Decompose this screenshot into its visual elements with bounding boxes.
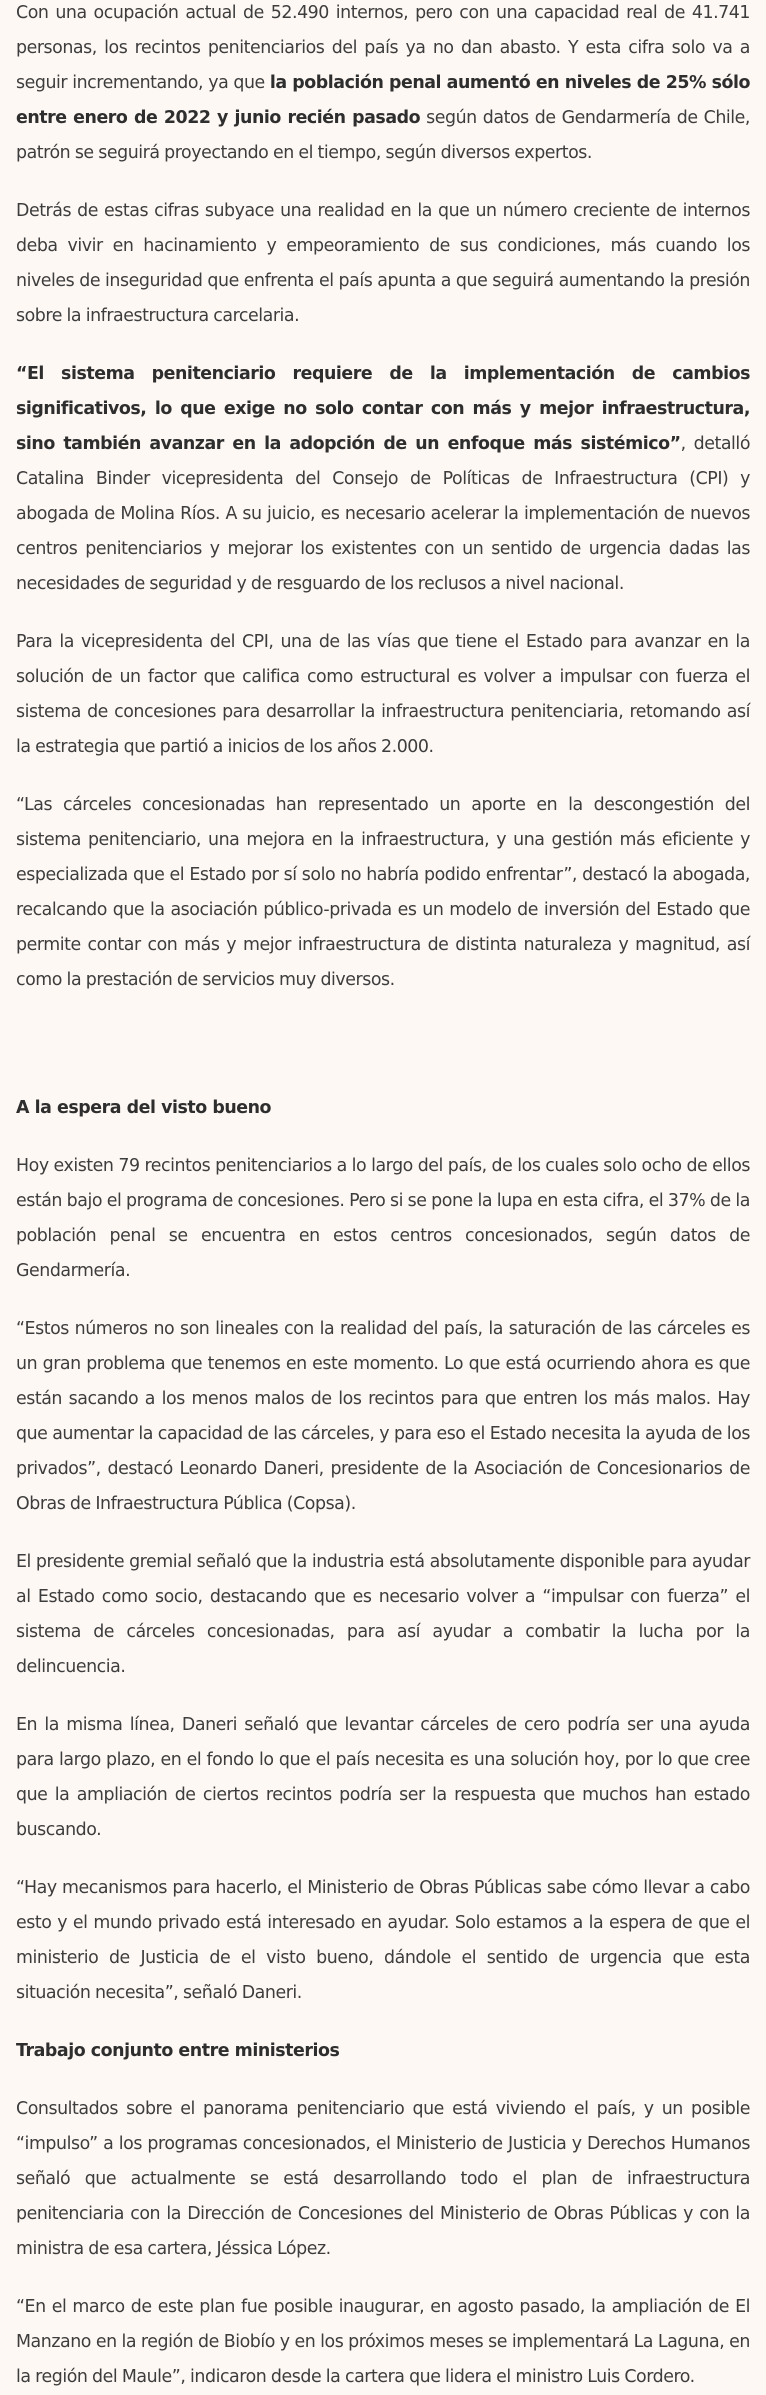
paragraph-daneri-quote: “Estos números no son lineales con la realidad del país, la saturación de las cárceles es un gran problema que tenemos en este momento. Lo que está ocurriendo ahora es que están sacando a los menos malos de los recintos para que entren los más malos. Hay que aumentar la capacidad de las cárceles, y para eso el Estado necesita la ayuda de los privados”, destacó Leonardo Daneri, presidente de la Asociación de Concesionarios de Obras de Infraestructura Pública (Copsa). xyxy=(16,1319,750,1514)
section-heading-visto-bueno: A la espera del visto bueno xyxy=(16,1098,272,1118)
paragraph-recintos: Hoy existen 79 recintos penitenciarios a lo largo del país, de los cuales solo ocho de ellos están bajo el programa de concesiones. Pero si se pone la lupa en esta cifra, el 37% de la población penal se encuentra en estos centros concesionados, según datos de Gendarmería. xyxy=(16,1156,750,1281)
paragraph-intro-highlight: la población penal aumentó en niveles de 25% sólo entre enero de 2022 y junio recién pasado xyxy=(16,73,751,128)
paragraph-ministerio: Consultados sobre el panorama penitenciario que está viviendo el país, y un posible “impulso” a los programas concesionados, el Ministerio de Justicia y Derechos Humanos señaló que actualmente se está desarrollando todo el plan de infraestructura penitenciaria con la Dirección de Concesiones del Ministerio de Obras Públicas y con la ministra de esa cartera, Jéssica López. xyxy=(16,2099,750,2259)
binder-quote-text: , detalló Catalina Binder vicepresidenta del Consejo de Políticas de Infraestructura (CPI) y abogada de Molina Ríos. A su juicio, es necesario acelerar la implementación de nuevos centros penitenciarios y mejorar los existentes con un sentido de urgencia dadas las necesidades de seguridad y de resguardo de los reclusos a nivel nacional. xyxy=(16,434,751,594)
paragraph-mecanismos: “Hay mecanismos para hacerlo, el Ministerio de Obras Públicas sabe cómo llevar a cabo esto y el mundo privado está interesado en ayudar. Solo estamos a la espera de que el ministerio de Justicia de el visto bueno, dándole el sentido de urgencia que esta situación necesita”, señaló Daneri. xyxy=(16,1878,750,2003)
binder-quote-highlight: “El sistema penitenciario requiere de la implementación de cambios significativos, lo que exige no solo contar con más y mejor infraestructura, sino también avanzar en la adopción de un enfoque más sistémico” xyxy=(16,364,750,454)
paragraph-cpi-strategy: Para la vicepresidenta del CPI, una de las vías que tiene el Estado para avanzar en la solución de un factor que califica como estructural es volver a impulsar con fuerza el sistema de concesiones para desarrollar la infraestructura penitenciaria, retomando así la estrategia que partió a inicios de los años 2.000. xyxy=(16,632,750,757)
paragraph-ampliacion: En la misma línea, Daneri señaló que levantar cárceles de cero podría ser una ayuda para largo plazo, en el fondo lo que el país necesita es una solución hoy, por lo que cree que la ampliación de ciertos recintos podría ser la respuesta que muchos han estado buscando. xyxy=(16,1715,750,1840)
paragraph-binder-quote xyxy=(16,357,750,602)
paragraph-intro xyxy=(16,0,750,171)
paragraph-gremial: El presidente gremial señaló que la industria está absolutamente disponible para ayudar al Estado como socio, destacando que es necesario volver a “impulsar con fuerza” el sistema de cárceles concesionadas, para así ayudar a combatir la lucha por la delincuencia. xyxy=(16,1552,750,1677)
paragraph-intro-text: Con una ocupación actual de 52.490 internos, pero con una capacidad real de 41.741 personas, los recintos penitenciarios del país ya no dan abasto. Y esta cifra solo va a seguir incrementando, ya que xyxy=(16,3,750,93)
paragraph-el-manzano: “En el marco de este plan fue posible inaugurar, en agosto pasado, la ampliación de El Manzano en la región de Biobío y en los próximos meses se implementará La Laguna, en la región del Maule”, indicaron desde la cartera que lidera el ministro Luis Cordero. xyxy=(16,2297,750,2387)
section-heading-trabajo-conjunto: Trabajo conjunto entre ministerios xyxy=(16,2041,340,2061)
paragraph-overcrowding: Detrás de estas cifras subyace una realidad en la que un número creciente de internos deba vivir en hacinamiento y empeoramiento de sus condiciones, más cuando los niveles de inseguridad que enfrenta el país apunta a que seguirá aumentando la presión sobre la infraestructura carcelaria. xyxy=(16,201,750,326)
paragraph-intro-tail: según datos de Gendarmería de Chile, patrón se seguirá proyectando en el tiempo, según diversos expertos. xyxy=(16,108,750,163)
paragraph-concessions-quote: “Las cárceles concesionadas han representado un aporte en la descongestión del sistema penitenciario, una mejora en la infraestructura, y una gestión más eficiente y especializada que el Estado por sí solo no habría podido enfrentar”, destacó la abogada, recalcando que la asociación público-privada es un modelo de inversión del Estado que permite contar con más y mejor infraestructura de distinta naturaleza y magnitud, así como la prestación de servicios muy diversos. xyxy=(16,795,750,990)
